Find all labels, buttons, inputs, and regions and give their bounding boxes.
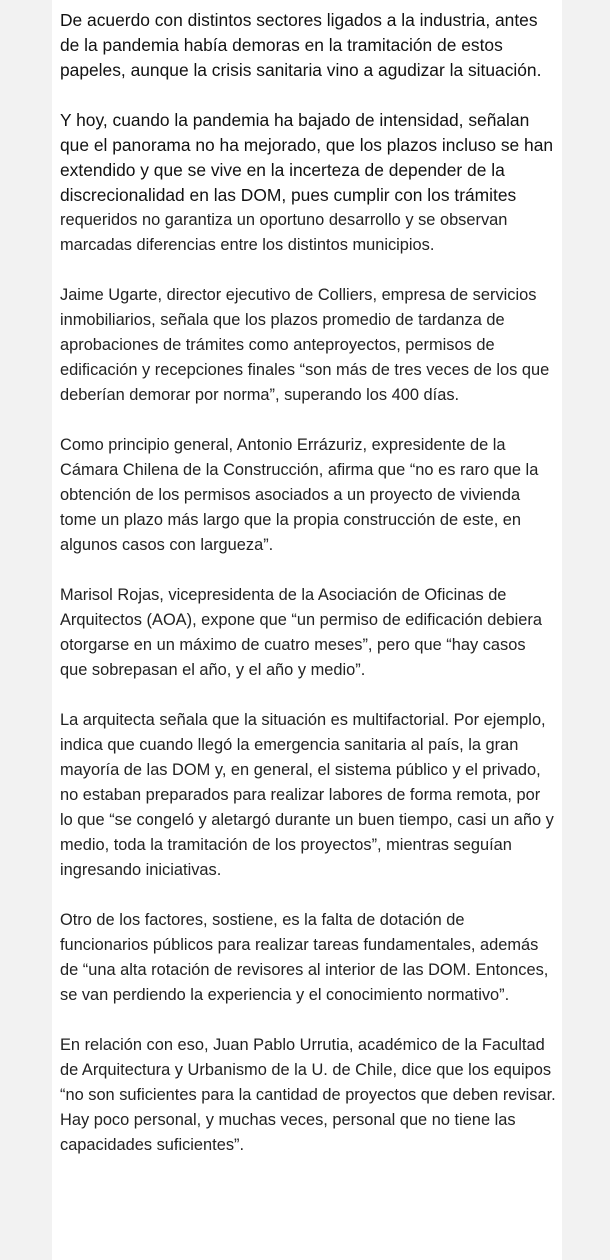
paragraph-2: Y hoy, cuando la pandemia ha bajado de intensidad, señalan que el panorama no ha mejorado, que los plazos incluso se han extendido y que se vive en la incerteza de depender de la discrecionalidad en las DOM, pues cumplir con los trámites	[60, 110, 554, 205]
paragraph-4: Como principio general, Antonio Errázuriz, expresidente de la Cámara Chilena de la Construcción, afirma que “no es raro que la obtención de los permisos asociados a un proyecto de vivienda tome un plazo más largo que la propia construcción de este, en algunos casos con largueza”.	[60, 436, 539, 554]
article-page	[52, 0, 562, 1260]
paragraph-2-continued: requeridos no garantiza un oportuno desarrollo y se observan marcadas diferencias entre los distintos municipios.	[60, 211, 508, 254]
paragraph-6: La arquitecta señala que la situación es multifactorial. Por ejemplo, indica que cuando llegó la emergencia sanitaria al país, la gran mayoría de las DOM y, en general, el sistema público y el privado, no estaban preparados para realizar labores de forma remota, por lo que “se congeló y aletargó durante un buen tiempo, casi un año y medio, toda la tramitación de los proyectos”, mientras seguían ingresando iniciativas.	[60, 711, 554, 879]
article-body	[60, 8, 556, 1183]
paragraph-3: Jaime Ugarte, director ejecutivo de Colliers, empresa de servicios inmobiliarios, señala que los plazos promedio de tardanza de aprobaciones de trámites como anteproyectos, permisos de edificación y recepciones finales “son más de tres veces de los que deberían demorar por norma”, superando los 400 días.	[60, 286, 550, 404]
paragraph-8: En relación con eso, Juan Pablo Urrutia, académico de la Facultad de Arquitectura y Urbanismo de la U. de Chile, dice que los equipos “no son suficientes para la cantidad de proyectos que deben revisar. Hay poco personal, y muchas veces, personal que no tiene las capacidades suficientes”.	[60, 1036, 556, 1154]
paragraph-7: Otro de los factores, sostiene, es la falta de dotación de funcionarios públicos para realizar tareas fundamentales, además de “una alta rotación de revisores al interior de las DOM. Entonces, se van perdiendo la experiencia y el conocimiento normativo”.	[60, 911, 549, 1004]
paragraph-5: Marisol Rojas, vicepresidenta de la Asociación de Oficinas de Arquitectos (AOA), expone que “un permiso de edificación debiera otorgarse en un máximo de cuatro meses”, pero que “hay casos que sobrepasan el año, y el año y medio”.	[60, 586, 542, 679]
paragraph-1: De acuerdo con distintos sectores ligados a la industria, antes de la pandemia había demoras en la tramitación de estos papeles, aunque la crisis sanitaria vino a agudizar la situación.	[60, 10, 542, 80]
